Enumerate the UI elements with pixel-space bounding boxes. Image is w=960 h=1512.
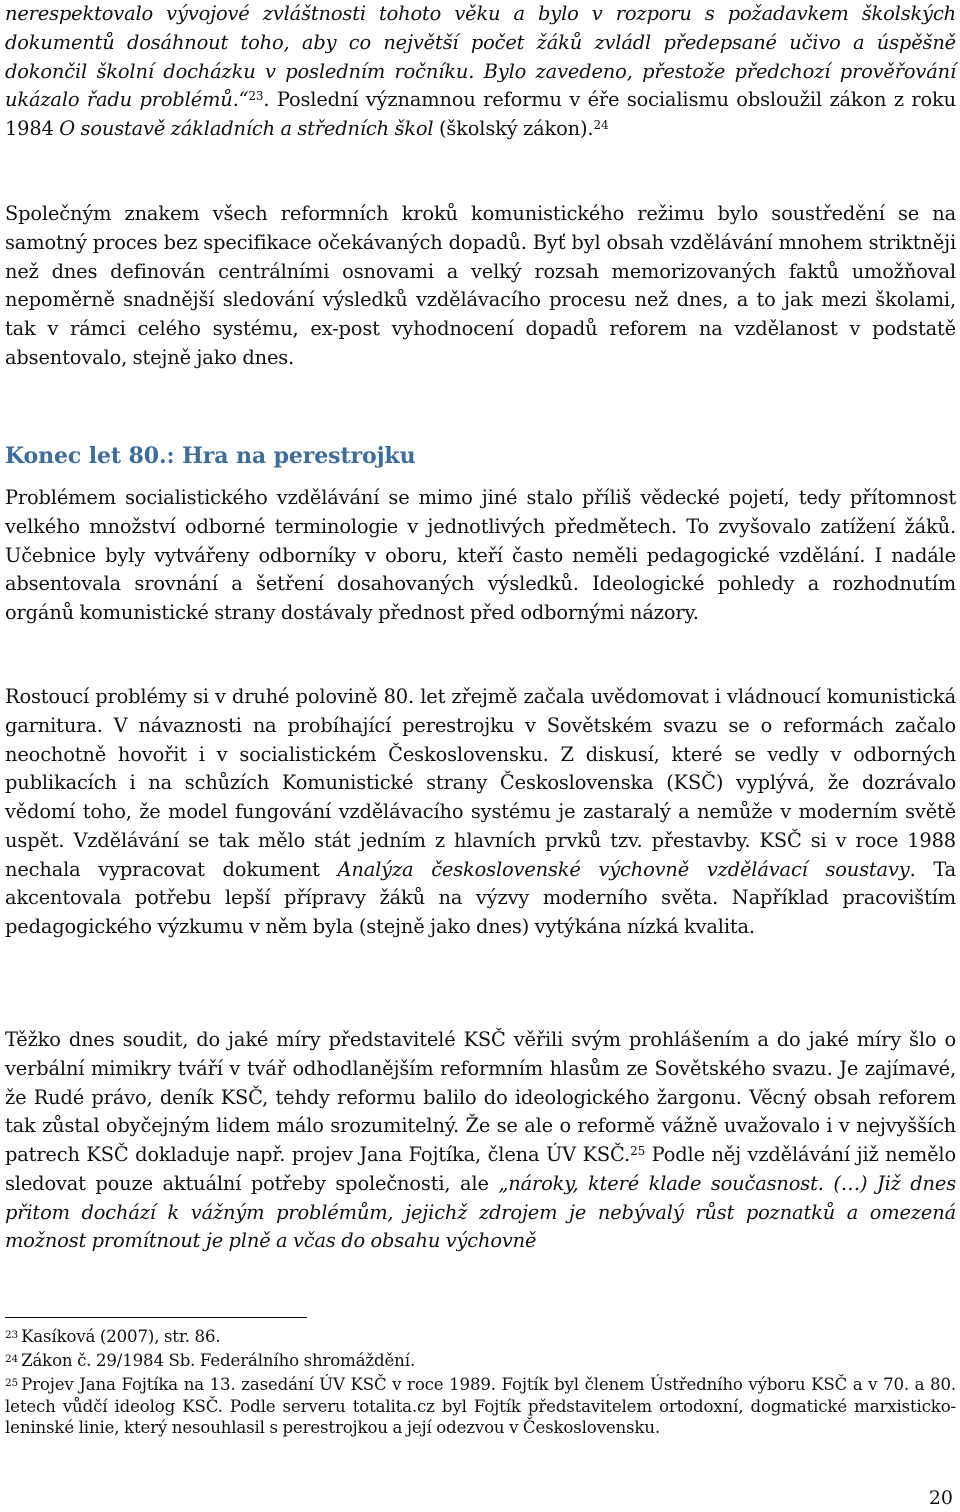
footnote-number: 23 bbox=[5, 1329, 19, 1341]
footnote-divider bbox=[5, 1317, 307, 1318]
footnote-text: Projev Jana Fojtíka na 13. zasedání ÚV KSČ v roce 1989. Fojtík byl členem Ústředního výboru KSČ a v 70. a 80. letech vůdčí ideolog KSČ. Podle serveru totalita.cz byl Fojtík představitelem ortodoxní, dogmatické marxisticko-leninské linie, který nesouhlasil s perestrojkou a její odezvou v Československu. bbox=[5, 1375, 956, 1437]
paragraph-1-text: . Poslední významnou reformu v éře socialismu obsloužil zákon z roku 1984 bbox=[5, 88, 956, 140]
paragraph-2: Společným znakem všech reformních kroků komunistického režimu bylo soustředění se na samotný proces bez specifikace očekávaných dopadů. Byť byl obsah vzdělávání mnohem striktněji než dnes definován centrálními osnovami a velký rozsah memorizovaných faktů umožňoval nepoměrně snadnější sledování výsledků vzdělávacího procesu než dnes, a to jak mezi školami, tak v rámci celého systému, ex-post vyhodnocení dopadů reforem na vzdělanost v podstatě absentovalo, stejně jako dnes. bbox=[5, 202, 956, 369]
footnote-25 bbox=[5, 1374, 956, 1439]
quotation: „nároky, které klade současnost. (…) Již dnes přitom dochází k vážným problémům, jejichž zdrojem je nebývalý růst poznatků a omezená možnost promítnout je plně a včas do obsahu výchovně bbox=[5, 1171, 956, 1253]
page-number: 20 bbox=[928, 1487, 953, 1509]
paragraph-4-end: . Ta akcentovala potřebu lepší přípravy žáků na výzvy moderního světa. Například pracovištím pedagogického výzkumu v něm byla (stejně jako dnes) vytýkána nízká kvalita. bbox=[5, 857, 957, 938]
paragraph-1-end: (školský zákon). bbox=[433, 117, 594, 140]
footnote-ref-25[interactable]: 25 bbox=[630, 1144, 646, 1158]
footnote-24 bbox=[5, 1350, 956, 1372]
footnote-23 bbox=[5, 1326, 956, 1348]
footnote-ref-23[interactable]: 23 bbox=[248, 89, 264, 104]
law-title: O soustavě základních a středních škol bbox=[59, 117, 434, 140]
paragraph-5-middle: Podle něj vzdělávání již nemělo sledovat pouze aktuální potřeby společnosti, ale bbox=[5, 1143, 956, 1195]
footnote-text: Zákon č. 29/1984 Sb. Federálního shromáždění. bbox=[21, 1351, 415, 1370]
paragraph-1-italic: nerespektovalo vývojové zvláštnosti tohoto věku a bylo v rozporu s požadavkem školských dokumentů dosáhnout toho, aby co největší počet žáků zvládl předepsané učivo a úspěšně dokončil školní docházku v posledním ročníku. Bylo zavedeno, přestože předchozí prověřování ukázalo řadu problémů.“ bbox=[5, 2, 956, 112]
paragraph-3: Problémem socialistického vzdělávání se mimo jiné stalo příliš vědecké pojetí, tedy přítomnost velkého množství odborné terminologie v jednotlivých předmětech. To zvyšovalo zatížení žáků. Učebnice byly vytvářeny odborníky v oboru, kteří často neměli pedagogické vzdělání. I nadále absentovala srovnání a šetření dosahovaných výsledků. Ideologické pohledy a rozhodnutím orgánů komunistické strany dostávaly přednost před odbornými názory. bbox=[5, 486, 956, 624]
footnote-text: Kasíková (2007), str. 86. bbox=[21, 1327, 221, 1346]
footnote-number: 24 bbox=[5, 1353, 19, 1365]
paragraph-4 bbox=[5, 683, 956, 942]
section-heading: Konec let 80.: Hra na perestrojku bbox=[5, 443, 416, 469]
document-title: Analýza československé výchovně vzdělávací soustavy bbox=[337, 857, 910, 881]
paragraph-4-text: Rostoucí problémy si v druhé polovině 80. let zřejmě začala uvědomovat i vládnoucí komunistická garnitura. V návaznosti na probíhající perestrojku v Sovětském svazu se o reformách začalo neochotně hovořit i v socialistickém Československu. Z diskusí, které se vedly v odborných publikacích i na schůzích Komunistické strany Československa (KSČ) vyplývá, že dozrávalo vědomí toho, že model fungování vzdělávacího systému je zastaralý a nemůže v moderním světě uspět. Vzdělávání se tak mělo stát jedním z hlavních prvků tzv. přestavby. KSČ si v roce 1988 nechala vypracovat dokument bbox=[5, 685, 956, 881]
paragraph-5-text: Těžko dnes soudit, do jaké míry představitelé KSČ věřili svým prohlášením a do jaké míry šlo o verbální mimikry tváří v tvář odhodlanějším reformním hlasům ze Sovětského svazu. Je zajímavé, že Rudé právo, deník KSČ, tehdy reformu balilo do ideologického žargonu. Věcný obsah reforem tak zůstal obyčejným lidem málo srozumitelný. Že se ale o reformě vážně uvažovalo i v nejvyšších patrech KSČ dokladuje např. projev Jana Fojtíka, člena ÚV KSČ. bbox=[5, 1028, 956, 1166]
paragraph-5 bbox=[5, 1026, 956, 1256]
footnote-ref-24[interactable]: 24 bbox=[593, 118, 609, 132]
footnote-number: 25 bbox=[5, 1377, 19, 1389]
paragraph-1 bbox=[5, 0, 956, 144]
